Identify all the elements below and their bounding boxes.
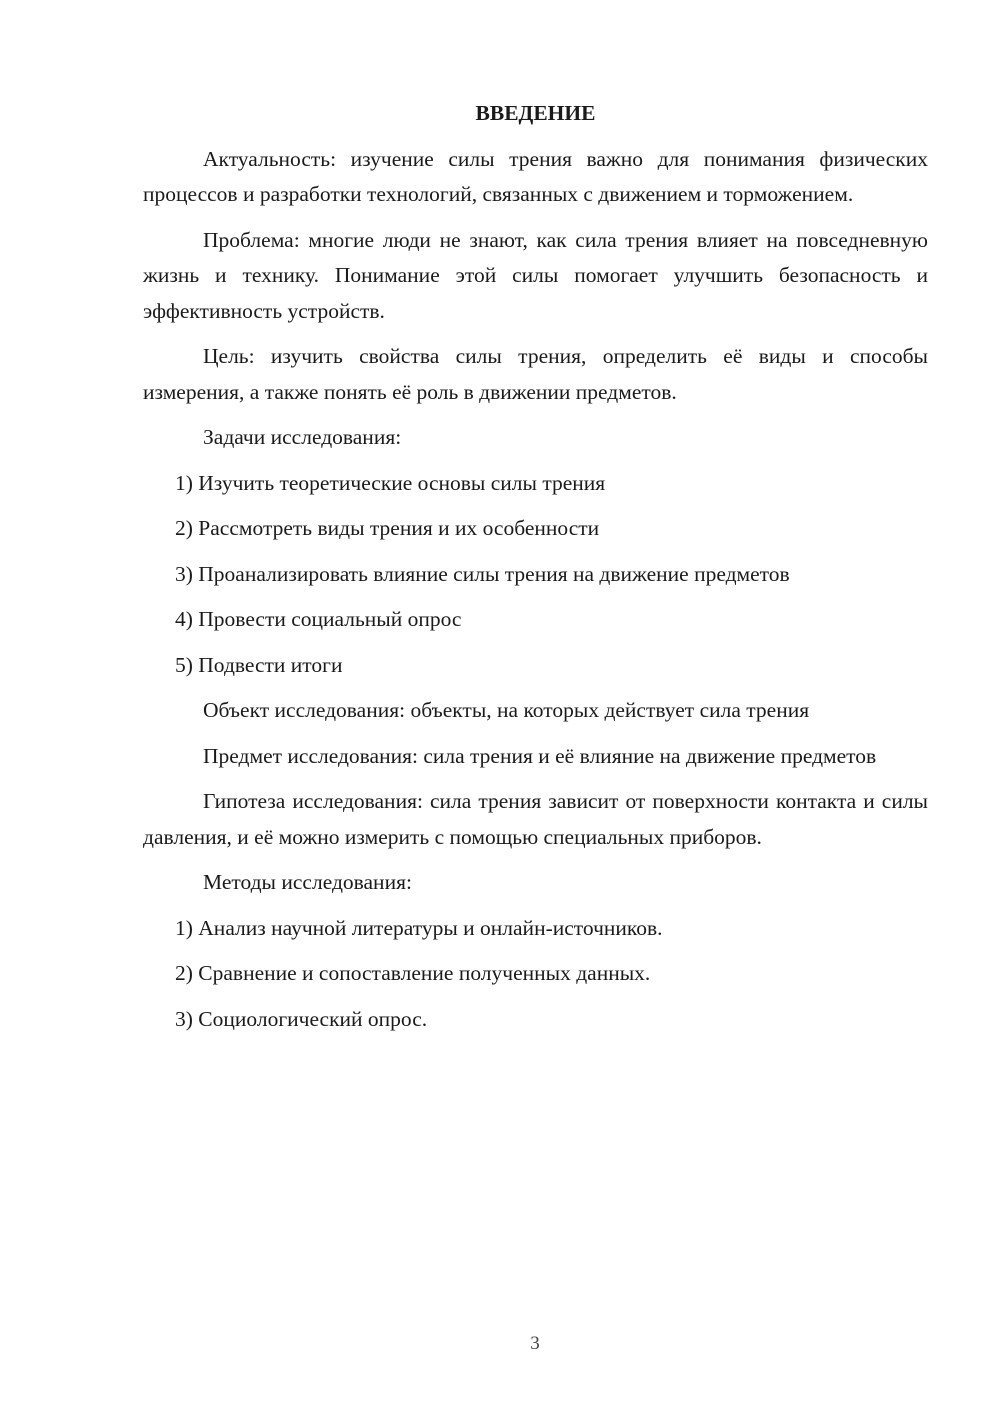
tasks-heading: Задачи исследования:: [203, 425, 402, 449]
list-item: 5) Подвести итоги: [175, 652, 343, 677]
page-title: ВВЕДЕНИЕ: [475, 101, 596, 125]
methods-heading: Методы исследования:: [203, 870, 412, 894]
list-item: 4) Провести социальный опрос: [175, 607, 462, 631]
list-item: 2) Сравнение и сопоставление полученных данных.: [175, 961, 651, 985]
list-item: 3) Проанализировать влияние силы трения на движение предметов: [175, 561, 790, 586]
document-page: [143, 96, 928, 1047]
paragraph-problem: Проблема: многие люди не знают, как сила трения влияет на повседневную жизнь и технику. Понимание этой силы помогает улучшить безопасность и эффективность устройств.: [143, 227, 928, 323]
methods-list: [143, 911, 928, 1038]
paragraph-object: Объект исследования: объекты, на которых действует сила трения: [203, 698, 810, 722]
paragraph-goal: Цель: изучить свойства силы трения, определить её виды и способы измерения, а также понять её роль в движении предметов.: [143, 344, 928, 404]
tasks-list: [143, 466, 928, 684]
paragraph-relevance: Актуальность: изучение силы трения важно для понимания физических процессов и разработки технологий, связанных с движением и торможением.: [143, 146, 928, 206]
paragraph-subject: Предмет исследования: сила трения и её влияние на движение предметов: [203, 743, 877, 768]
list-item: 2) Рассмотреть виды трения и их особенности: [175, 516, 600, 540]
list-item: 1) Анализ научной литературы и онлайн-источников.: [175, 915, 663, 940]
list-item: 1) Изучить теоретические основы силы трения: [175, 470, 606, 495]
page-number: 3: [530, 1333, 540, 1354]
list-item: 3) Социологический опрос.: [175, 1006, 428, 1031]
paragraph-hypothesis: Гипотеза исследования: сила трения зависит от поверхности контакта и силы давления, и её можно измерить с помощью специальных приборов.: [143, 789, 928, 849]
